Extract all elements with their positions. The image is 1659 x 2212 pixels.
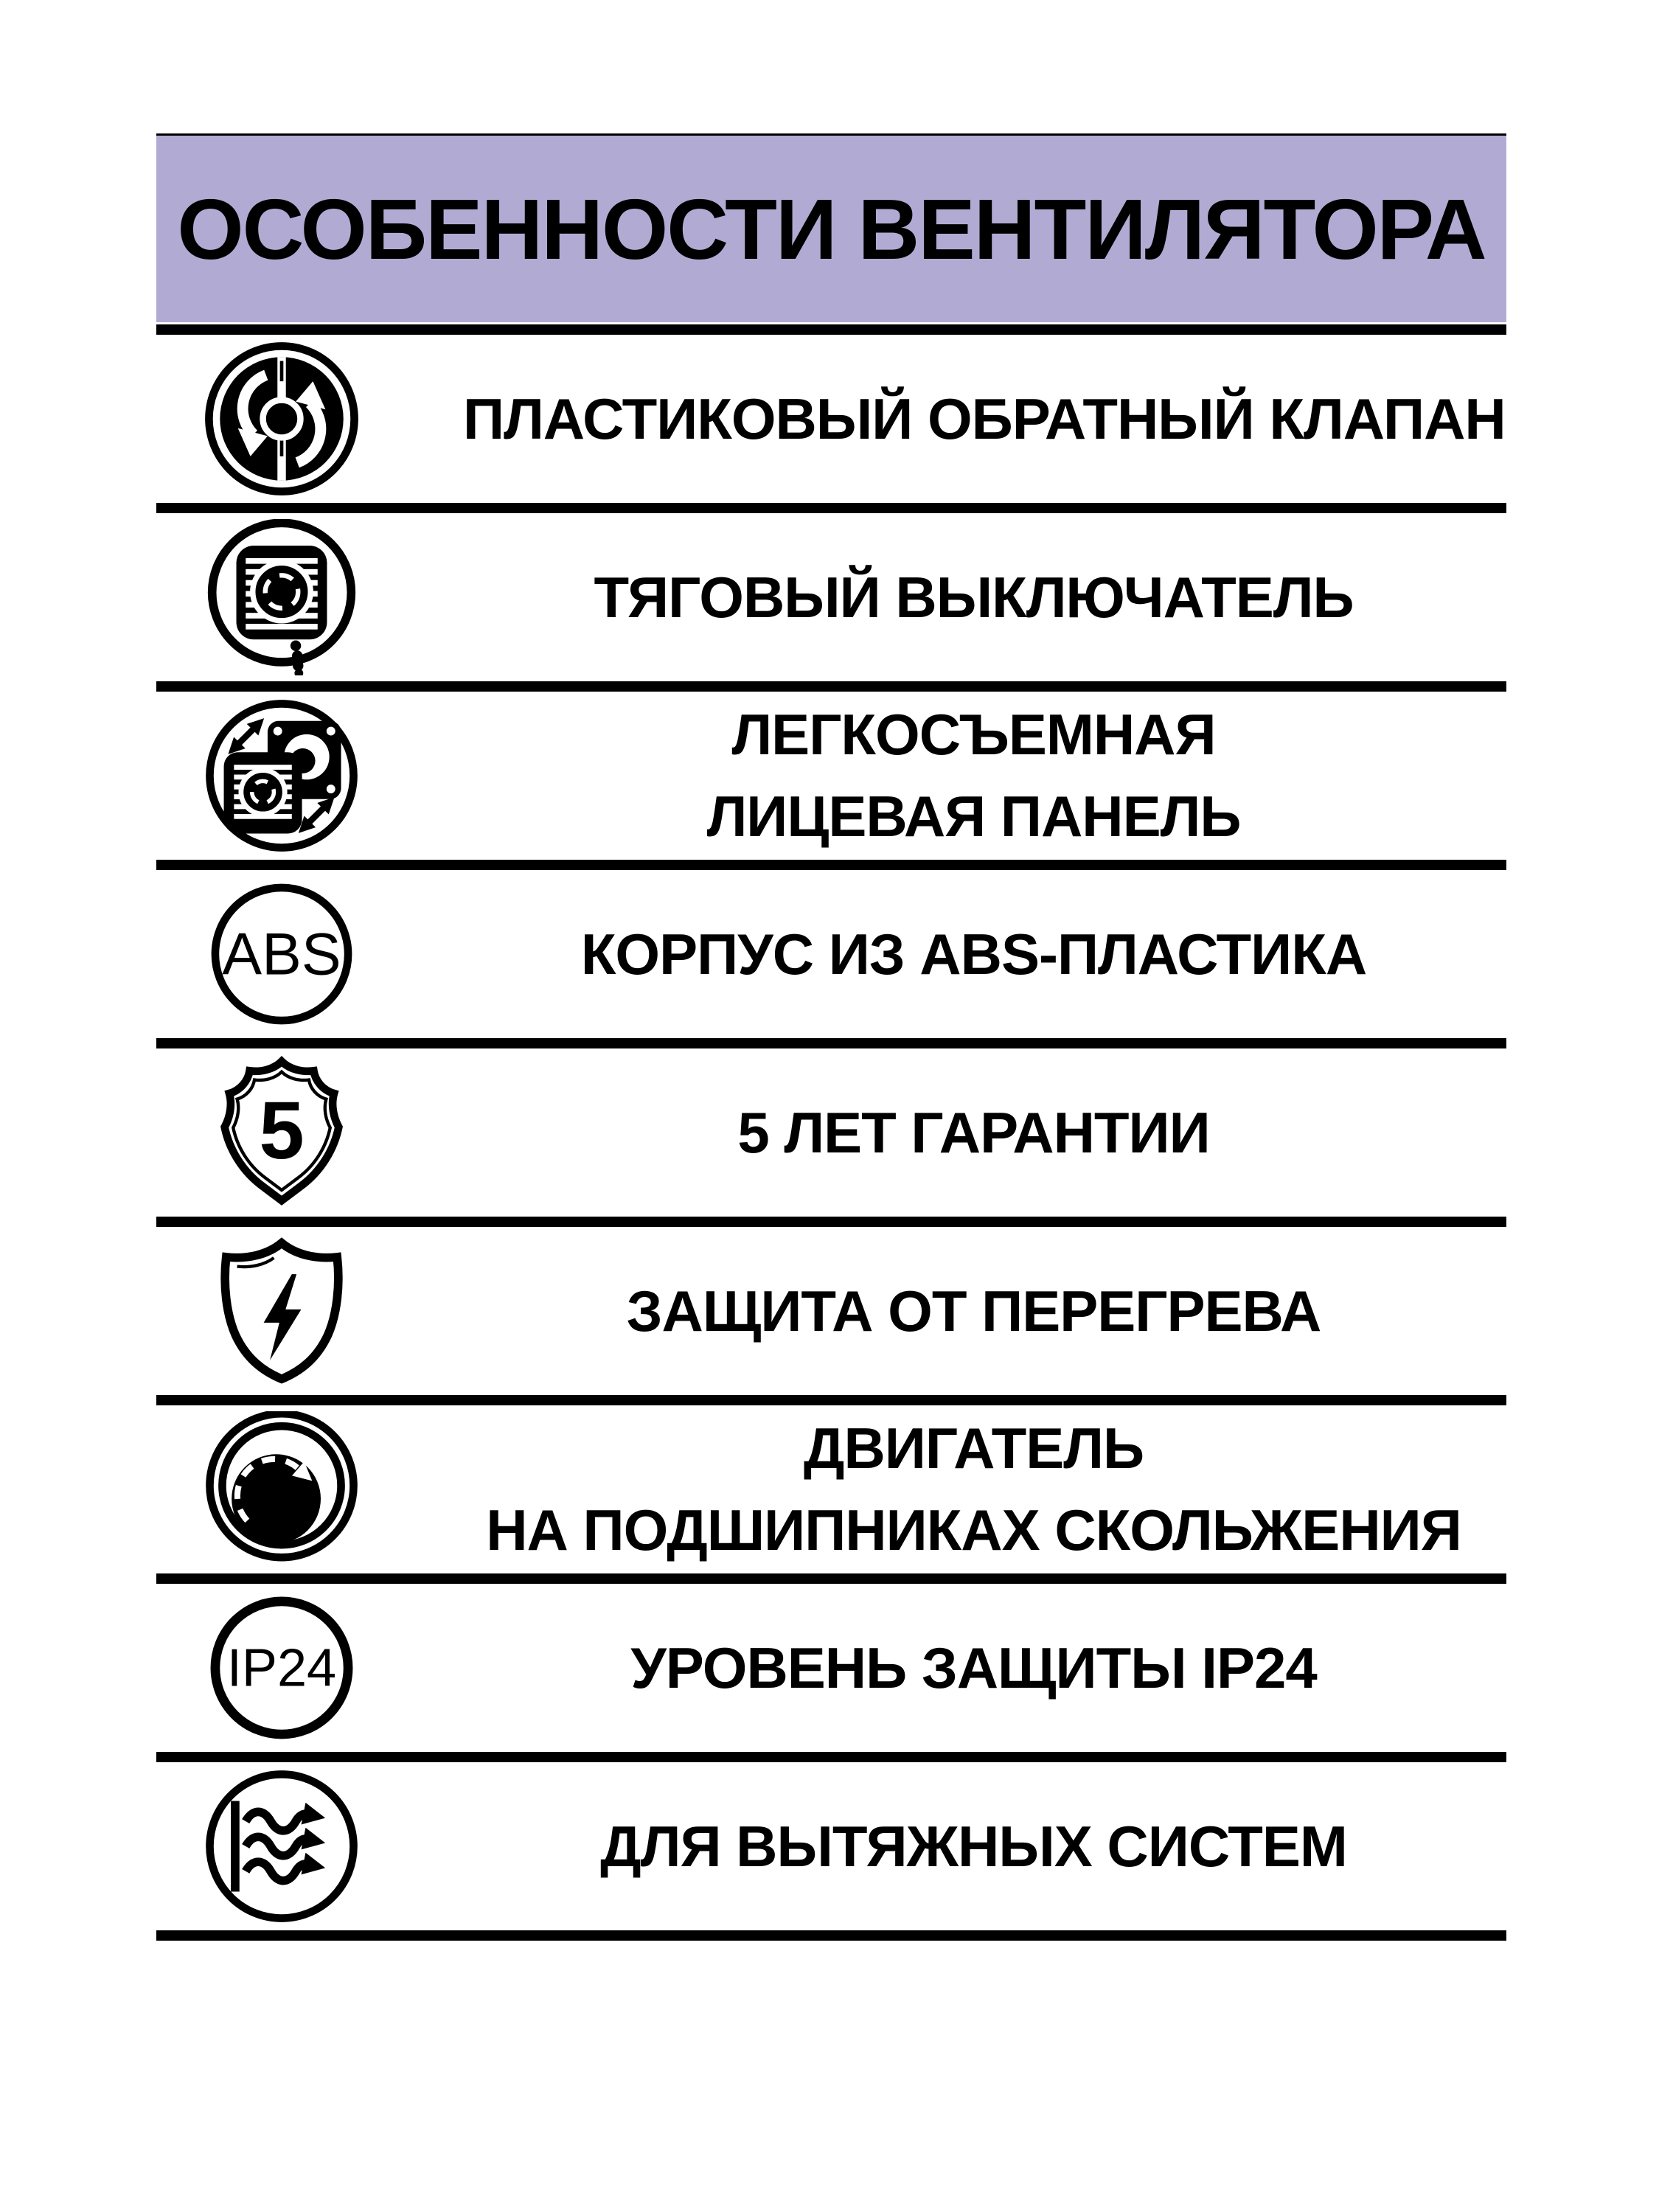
- overheat-shield-icon: [204, 1233, 360, 1389]
- icon-cell: [156, 1227, 463, 1395]
- feature-label: ЛИЦЕВАЯ ПАНЕЛЬ: [706, 784, 1241, 849]
- icon-cell: [156, 513, 463, 681]
- abs-plastic-icon: [204, 876, 360, 1032]
- icon-cell: [156, 1762, 463, 1930]
- icon-cell: [156, 1048, 463, 1217]
- icon-cell: [156, 870, 463, 1038]
- feature-label: ЗАЩИТА ОТ ПЕРЕГРЕВА: [626, 1278, 1321, 1343]
- label-cell: [463, 870, 1506, 1038]
- warranty-shield-icon: [204, 1054, 360, 1211]
- page-title: ОСОБЕННОСТИ ВЕНТИЛЯТОРА: [177, 181, 1486, 277]
- bottom-separator: [156, 1930, 1506, 1941]
- ip24-icon: [204, 1590, 360, 1746]
- label-cell: [463, 1405, 1506, 1573]
- warranty-years-label: 5: [259, 1085, 305, 1176]
- feature-row-overheat: [156, 1217, 1506, 1395]
- feature-label: КОРПУС ИЗ ABS-ПЛАСТИКА: [580, 921, 1367, 987]
- feature-label: 5 ЛЕТ ГАРАНТИИ: [737, 1099, 1210, 1165]
- label-cell: [463, 1048, 1506, 1217]
- feature-label: ДВИГАТЕЛЬ: [803, 1416, 1144, 1481]
- abs-icon-label: ABS: [222, 921, 341, 988]
- ip24-icon-label: IP24: [226, 1638, 337, 1698]
- header-banner: [156, 133, 1506, 322]
- feature-label: ДЛЯ ВЫТЯЖНЫХ СИСТЕМ: [600, 1813, 1347, 1879]
- label-cell: [463, 335, 1528, 503]
- label-cell: [463, 1584, 1506, 1752]
- feature-row-abs-plastic: [156, 860, 1506, 1038]
- feature-label: ПЛАСТИКОВЫЙ ОБРАТНЫЙ КЛАПАН: [463, 386, 1506, 451]
- feature-row-check-valve: [156, 324, 1506, 503]
- feature-row-warranty: [156, 1038, 1506, 1217]
- icon-cell: [156, 692, 463, 860]
- feature-label: ЛЕГКОСЪЕМНАЯ: [731, 702, 1216, 768]
- label-cell: [463, 692, 1506, 860]
- pull-switch-icon: [204, 519, 360, 675]
- feature-row-bearings: [156, 1395, 1506, 1573]
- feature-list: [156, 324, 1506, 1941]
- icon-cell: [156, 1405, 463, 1573]
- exhaust-flow-icon: [204, 1768, 360, 1924]
- label-cell: [463, 1227, 1506, 1395]
- icon-cell: [156, 1584, 463, 1752]
- feature-label: УРОВЕНЬ ЗАЩИТЫ IP24: [630, 1635, 1317, 1700]
- feature-row-removable-panel: [156, 681, 1506, 860]
- feature-row-pull-switch: [156, 503, 1506, 681]
- feature-row-exhaust: [156, 1752, 1506, 1930]
- sliding-bearing-icon: [204, 1411, 360, 1568]
- feature-label: ТЯГОВЫЙ ВЫКЛЮЧАТЕЛЬ: [594, 564, 1354, 630]
- label-cell: [463, 513, 1506, 681]
- icon-cell: [156, 335, 463, 503]
- label-cell: [463, 1762, 1506, 1930]
- check-valve-icon: [204, 341, 360, 497]
- feature-row-ip24: [156, 1573, 1506, 1752]
- feature-label: НА ПОДШИПНИКАХ СКОЛЬЖЕНИЯ: [486, 1498, 1461, 1562]
- removable-panel-icon: [204, 698, 360, 854]
